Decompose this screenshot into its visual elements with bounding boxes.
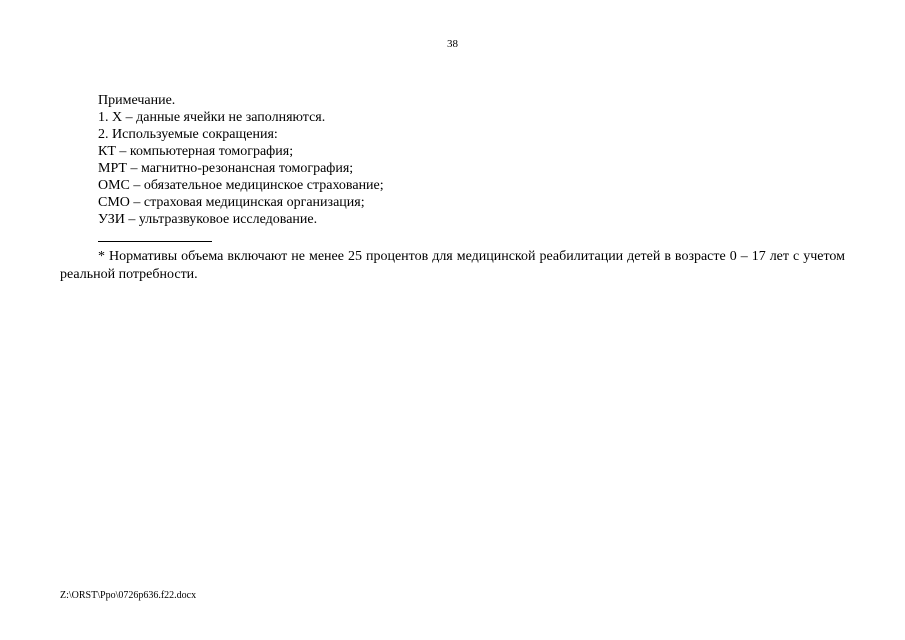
abbreviation-oms: ОМС – обязательное медицинское страхование;	[98, 178, 384, 193]
note-item-abbreviations: 2. Используемые сокращения:	[98, 127, 278, 142]
abbreviation-kt: КТ – компьютерная томография;	[98, 144, 294, 159]
abbreviation-uzi: УЗИ – ультразвуковое исследование.	[98, 212, 318, 227]
footnote-text: * Нормативы объема включают не менее 25 процентов для медицинской реабилитации детей в возрасте 0 – 17 лет с учетом реальной потребности.	[60, 249, 845, 282]
abbreviation-smo: СМО – страховая медицинская организация;	[98, 195, 365, 210]
document-file-path: Z:\ORST\Ppo\0726p636.f22.docx	[60, 590, 197, 601]
notes-heading: Примечание.	[98, 93, 176, 108]
footnote-separator	[98, 241, 212, 242]
notes-block	[98, 92, 384, 228]
note-item-x-cells: 1. X – данные ячейки не заполняются.	[98, 110, 326, 125]
abbreviation-mrt: МРТ – магнитно-резонансная томография;	[98, 161, 354, 176]
page-number: 38	[447, 38, 458, 50]
